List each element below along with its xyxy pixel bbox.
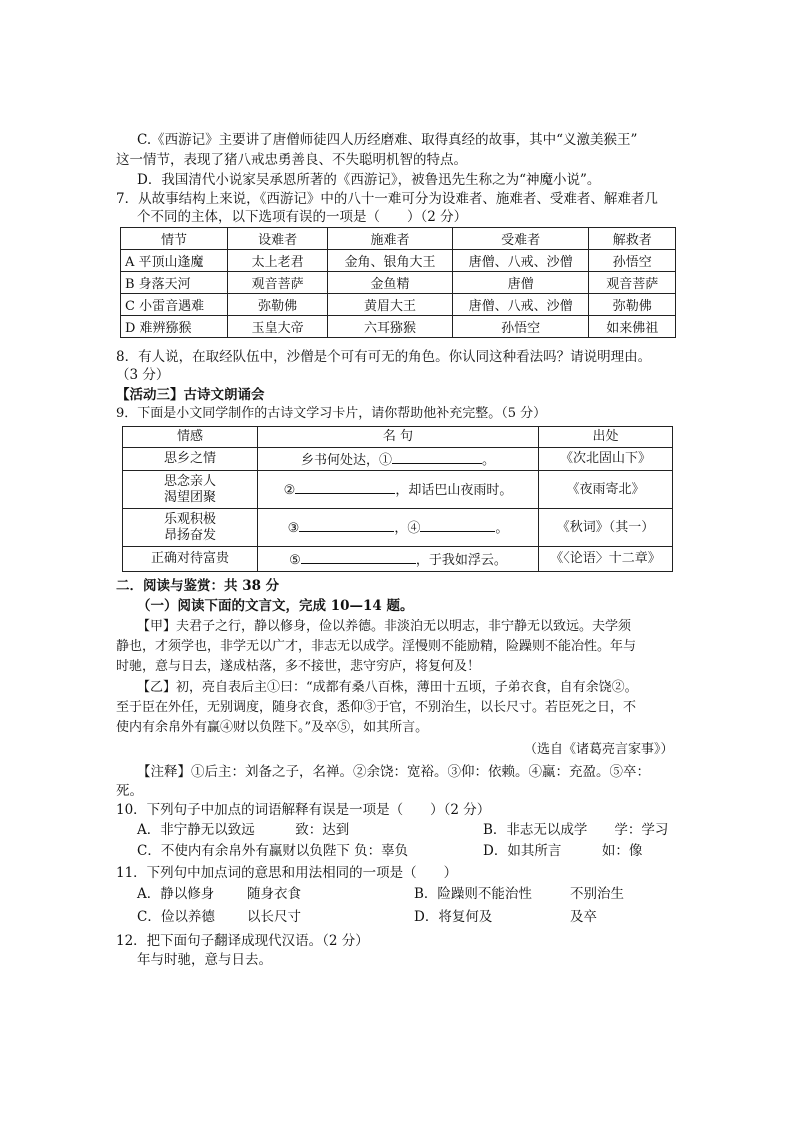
q10-stem: 10．下列句子中加点的词语解释有误是一项是（ ）（2 分） xyxy=(116,802,491,818)
table-cell: 如来佛祖 xyxy=(589,316,676,338)
verse-cell xyxy=(258,547,539,572)
emotion-cell: 思乡之情 xyxy=(123,448,258,471)
q11-option-a-part2: 随身衣食 xyxy=(247,886,301,902)
section2-heading: 二．阅读与鉴赏：共 38 分 xyxy=(116,578,280,594)
q8-stem-line1: 8．有人说，在取经队伍中，沙僧是个可有可无的角色。你认同这种看法吗？请说明理由。 xyxy=(116,349,652,365)
table-row xyxy=(121,294,676,316)
passage-jia-line: 静也，才须学也，非学无以广才，非志无以成学。淫慢则不能励精，险躁则不能冶性。年与 xyxy=(116,639,637,654)
q12-stem: 12．把下面句子翻译成现代汉语。（2 分） xyxy=(116,933,369,949)
passage-source: （选自《诸葛亮言家事》） xyxy=(524,742,674,757)
emotion-text: 渴望团聚 xyxy=(163,489,216,505)
table-cell: 太上老君 xyxy=(228,250,328,272)
table-row xyxy=(123,509,673,547)
q11-option-a-part1: A．静以修身 xyxy=(137,886,215,902)
table-row xyxy=(123,471,673,509)
passage-yi-line: 至于臣在外任，无别调度，随身衣食，悉仰③于官，不别治生，以长尺寸。若臣死之日，不 xyxy=(116,700,637,715)
table-cell: 孙悟空 xyxy=(589,250,676,272)
table-cell: B 身落天河 xyxy=(121,272,228,294)
passage-jia-line: 时驰，意与日去，遂成枯落，多不接世，悲守穷庐，将复何及！ xyxy=(116,659,481,674)
verse-text: ② xyxy=(283,483,296,498)
q7-stem-line2: 个不同的主体，以下选项有误的一项是（ ）（2 分） xyxy=(137,209,468,225)
q10-option-a: A．非宁静无以致远 致：达到 xyxy=(137,822,350,838)
answer-blank-1[interactable] xyxy=(392,450,482,464)
q9-stem: 9．下面是小文同学制作的古诗文学习卡片，请你帮助他补充完整。（5 分） xyxy=(116,406,547,421)
source-cell: 《秋词》（其一） xyxy=(539,509,673,547)
emotion-cell xyxy=(123,509,258,547)
verse-text: 乡书何处达，① xyxy=(300,452,392,468)
table-row xyxy=(123,448,673,471)
table-cell: A 平顶山逢魔 xyxy=(121,250,228,272)
verse-text: ，却话巴山夜雨时。 xyxy=(395,483,513,498)
q11-stem: 11．下列句中加点词的意思和用法相同的一项是（ ） xyxy=(116,865,458,881)
emotion-text: 思念亲人 xyxy=(163,473,216,489)
answer-blank-5[interactable] xyxy=(301,550,416,564)
q11-option-d-part1: D．将复何及 xyxy=(414,909,493,925)
source-cell: 《次北固山下》 xyxy=(539,448,673,471)
q7-stem-line1: 7．从故事结构上来说，《西游记》中的八十一难可分为设难者、施难者、受难者、解难者几 xyxy=(116,191,658,207)
table-cell: 金角、银角大王 xyxy=(328,250,453,272)
q11-option-c-part1: C．俭以养德 xyxy=(137,909,215,925)
table-cell: 孙悟空 xyxy=(452,316,589,338)
notes-line1: 【注释】①后主：刘备之子，名禅。②余饶：宽裕。③仰：依赖。④赢：充盈。⑤卒： xyxy=(137,764,650,780)
q10-option-c: C．不使内有余帛外有赢财以负陛下 负：辜负 xyxy=(137,843,409,859)
q11-option-b-part1: B．险躁则不能治性 xyxy=(414,886,532,902)
emotion-text: 乐观积极 xyxy=(163,511,216,527)
q6-option-c-line1: C.《西游记》主要讲了唐僧师徒四人历经磨难、取得真经的故事，其中“义激美猴王” xyxy=(137,132,638,148)
table-cell: 唐僧、八戒、沙僧 xyxy=(452,250,589,272)
source-cell: 《〈论语〉十二章》 xyxy=(539,547,673,572)
answer-blank-3[interactable] xyxy=(299,518,394,532)
verse-cell xyxy=(258,471,539,509)
table-cell: 黄眉大王 xyxy=(328,294,453,316)
header-cell: 情感 xyxy=(123,427,258,448)
table-cell: C 小雷音遇难 xyxy=(121,294,228,316)
q12-sentence: 年与时驰，意与日去。 xyxy=(137,952,272,968)
table-cell: 弥勒佛 xyxy=(228,294,328,316)
verse-text: ，④ xyxy=(394,521,421,536)
header-cell: 出处 xyxy=(539,427,673,448)
emotion-cell: 正确对待富贵 xyxy=(123,547,258,572)
q6-option-d: D．我国清代小说家吴承恩所著的《西游记》，被鲁迅先生称之为“神魔小说”。 xyxy=(137,172,601,188)
header-cell: 情节 xyxy=(121,228,228,250)
verse-cell xyxy=(258,509,539,547)
table-cell: 唐僧、八戒、沙僧 xyxy=(452,294,589,316)
table-cell: 玉皇大帝 xyxy=(228,316,328,338)
q6-option-c-line2: 这一情节，表现了猪八戒忠勇善良、不失聪明机智的特点。 xyxy=(116,152,467,168)
answer-blank-4[interactable] xyxy=(420,518,495,532)
source-cell: 《夜雨寄北》 xyxy=(539,471,673,509)
table-row xyxy=(121,250,676,272)
answer-blank-2[interactable] xyxy=(295,480,395,494)
emotion-cell xyxy=(123,471,258,509)
header-cell: 名 句 xyxy=(258,427,539,448)
header-cell: 施难者 xyxy=(328,228,453,250)
reading-subheading: （一）阅读下面的文言文，完成 10—14 题。 xyxy=(137,598,414,614)
header-cell: 受难者 xyxy=(452,228,589,250)
table-row xyxy=(121,316,676,338)
verse-text: ③ xyxy=(287,521,300,536)
passage-jia-line: 【甲】夫君子之行，静以修身，俭以养德。非淡泊无以明志，非宁静无以致远。夫学须 xyxy=(137,619,632,634)
table-cell: 金鱼精 xyxy=(328,272,453,294)
verse-cell xyxy=(258,448,539,471)
table-cell: D 难辨猕猴 xyxy=(121,316,228,338)
header-cell: 设难者 xyxy=(228,228,328,250)
q10-option-b: B．非志无以成学 学：学习 xyxy=(483,822,669,838)
verse-text: ，于我如浮云。 xyxy=(415,552,507,568)
table-cell: 弥勒佛 xyxy=(589,294,676,316)
q11-option-b-part2: 不别治生 xyxy=(570,886,624,902)
header-cell: 解救者 xyxy=(589,228,676,250)
q10-option-d: D．如其所言 如：像 xyxy=(483,843,643,859)
q11-option-c-part2: 以长尺寸 xyxy=(247,909,301,925)
table-cell: 六耳猕猴 xyxy=(328,316,453,338)
table-row xyxy=(123,547,673,572)
notes-line2: 死。 xyxy=(116,783,143,799)
q8-stem-line2: （3 分） xyxy=(116,367,170,383)
table-cell: 观音菩萨 xyxy=(589,272,676,294)
table-header-row xyxy=(121,228,676,250)
passage-yi-line: 【乙】初，亮自表后主①曰：“成都有桑八百株，薄田十五顷，子弟衣食，自有余饶②。 xyxy=(137,680,638,695)
table-row xyxy=(121,272,676,294)
table-header-row xyxy=(123,427,673,448)
verse-text: ⑤ xyxy=(289,552,301,568)
q7-table xyxy=(120,227,676,338)
verse-text: 。 xyxy=(495,521,509,536)
verse-text: 。 xyxy=(482,452,496,468)
table-cell: 观音菩萨 xyxy=(228,272,328,294)
q9-card-table xyxy=(122,426,673,572)
q11-option-d-part2: 及卒 xyxy=(570,909,597,925)
emotion-text: 昂扬奋发 xyxy=(163,527,216,543)
table-cell: 唐僧 xyxy=(452,272,589,294)
activity3-heading: 【活动三】古诗文朗诵会 xyxy=(116,387,265,403)
passage-yi-line: 使内有余帛外有赢④财以负陛下。”及卒⑤，如其所言。 xyxy=(116,720,429,735)
